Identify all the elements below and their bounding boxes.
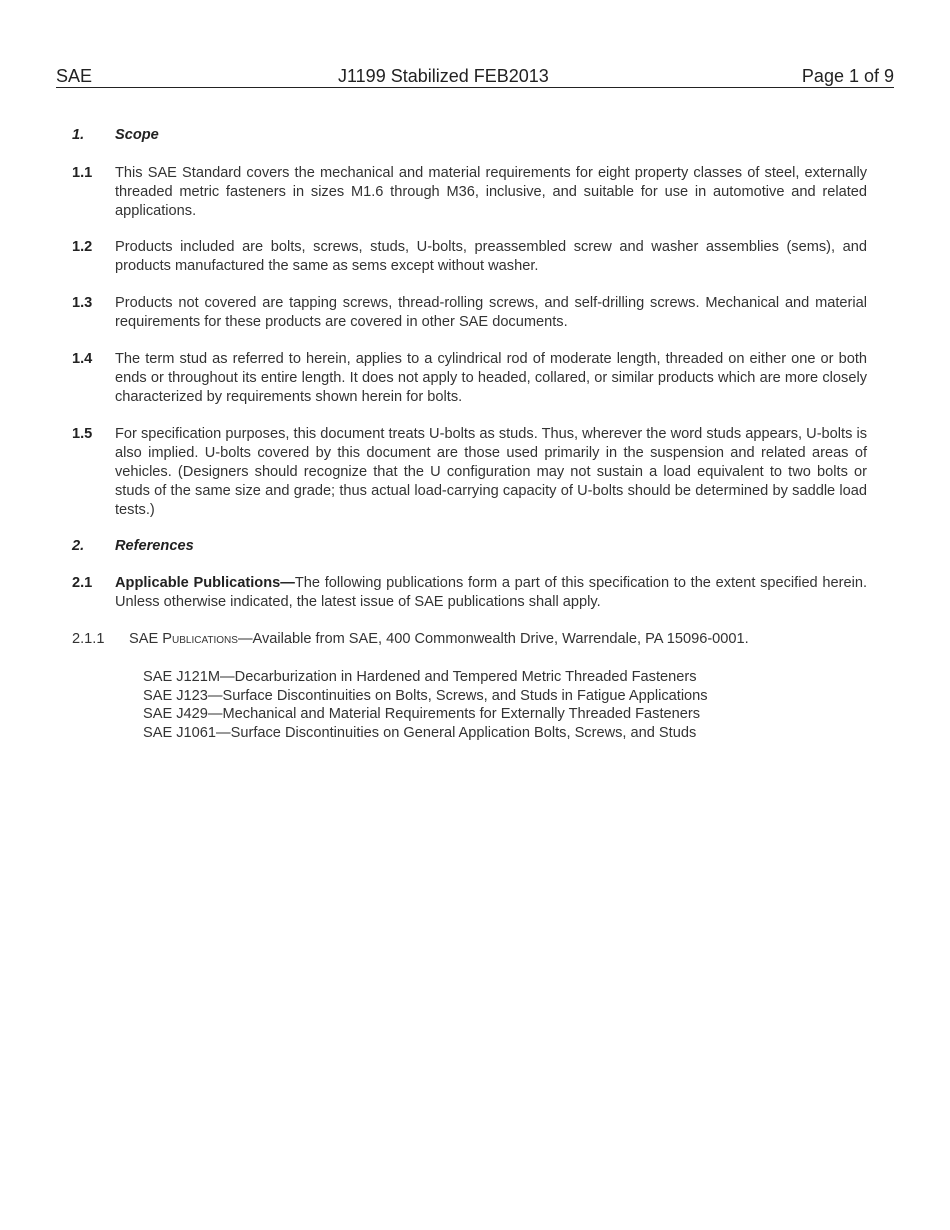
section-number: 2. bbox=[72, 538, 85, 554]
paragraph-prefix: SAE bbox=[129, 631, 163, 647]
header-page-number: Page 1 of 9 bbox=[801, 66, 894, 86]
paragraph-text: For specification purposes, this document treats U-bolts as studs. Thus, wherever the word studs appears, U-bolts is also implied. U-bolts covered by this document are those used primarily in the suspension and related areas of vehicles. (Designers should recognize that the U configuration may not sustain a load equivalent to two bolts or studs of the same size and grade; thus actual load-carrying capacity of U-bolts should be determined by saddle load tests.) bbox=[115, 426, 867, 518]
reference-list bbox=[143, 668, 708, 742]
paragraph-body: —Available from SAE, 400 Commonwealth Drive, Warrendale, PA 15096-0001. bbox=[237, 631, 749, 647]
paragraph-text: Products not covered are tapping screws, thread-rolling screws, and self-drilling screws. Mechanical and material requirements for these products are covered in other SAE documents. bbox=[115, 295, 867, 330]
paragraph-text bbox=[115, 574, 867, 612]
paragraph-2-1-1 bbox=[72, 630, 872, 649]
section-title: Scope bbox=[115, 127, 159, 143]
paragraph-body: The following publications form a part of this specification to the extent specified herein. Unless otherwise indicated, the latest issue of SAE publications shall apply. bbox=[115, 575, 867, 610]
paragraph-1-4 bbox=[72, 350, 867, 407]
paragraph-number: 1.4 bbox=[72, 351, 93, 367]
paragraph-number: 1.2 bbox=[72, 239, 93, 255]
paragraph-number: 2.1.1 bbox=[72, 631, 105, 647]
paragraph-2-1 bbox=[72, 574, 867, 612]
reference-item: SAE J121M—Decarburization in Hardened and Tempered Metric Threaded Fasteners bbox=[143, 669, 697, 685]
paragraph-number: 2.1 bbox=[72, 575, 93, 591]
paragraph-1-5 bbox=[72, 425, 867, 520]
paragraph-1-2 bbox=[72, 238, 867, 276]
header-org: SAE bbox=[56, 66, 93, 86]
header-doc-id: J1199 Stabilized FEB2013 bbox=[338, 66, 549, 86]
reference-item: SAE J123—Surface Discontinuities on Bolts, Screws, and Studs in Fatigue Applications bbox=[143, 687, 708, 704]
reference-item: SAE J1061—Surface Discontinuities on General Application Bolts, Screws, and Studs bbox=[143, 724, 697, 741]
paragraph-1-3 bbox=[72, 294, 867, 332]
page-header bbox=[56, 66, 894, 88]
section-number: 1. bbox=[72, 127, 85, 143]
paragraph-1-1 bbox=[72, 164, 867, 221]
paragraph-smallcaps: Publications bbox=[162, 631, 238, 647]
reference-item: SAE J429—Mechanical and Material Requirements for Externally Threaded Fasteners bbox=[143, 706, 700, 722]
paragraph-text bbox=[129, 630, 872, 649]
paragraph-number: 1.5 bbox=[72, 426, 93, 442]
paragraph-text: Products included are bolts, screws, studs, U-bolts, preassembled screw and washer assemblies (sems), and products manufactured the same as sems except without washer. bbox=[115, 239, 867, 274]
section-title: References bbox=[115, 538, 194, 554]
paragraph-number: 1.3 bbox=[72, 295, 93, 311]
paragraph-number: 1.1 bbox=[72, 165, 93, 181]
paragraph-text: This SAE Standard covers the mechanical and material requirements for eight property classes of steel, externally threaded metric fasteners in sizes M1.6 through M36, inclusive, and suitable for use in automotive and related applications. bbox=[115, 165, 867, 219]
paragraph-text: The term stud as referred to herein, applies to a cylindrical rod of moderate length, threaded on either one or both ends or throughout its entire length. It does not apply to headed, collared, or similar products which are more closely characterized by requirements shown herein for bolts. bbox=[115, 351, 867, 405]
paragraph-lead: Applicable Publications— bbox=[115, 575, 295, 591]
